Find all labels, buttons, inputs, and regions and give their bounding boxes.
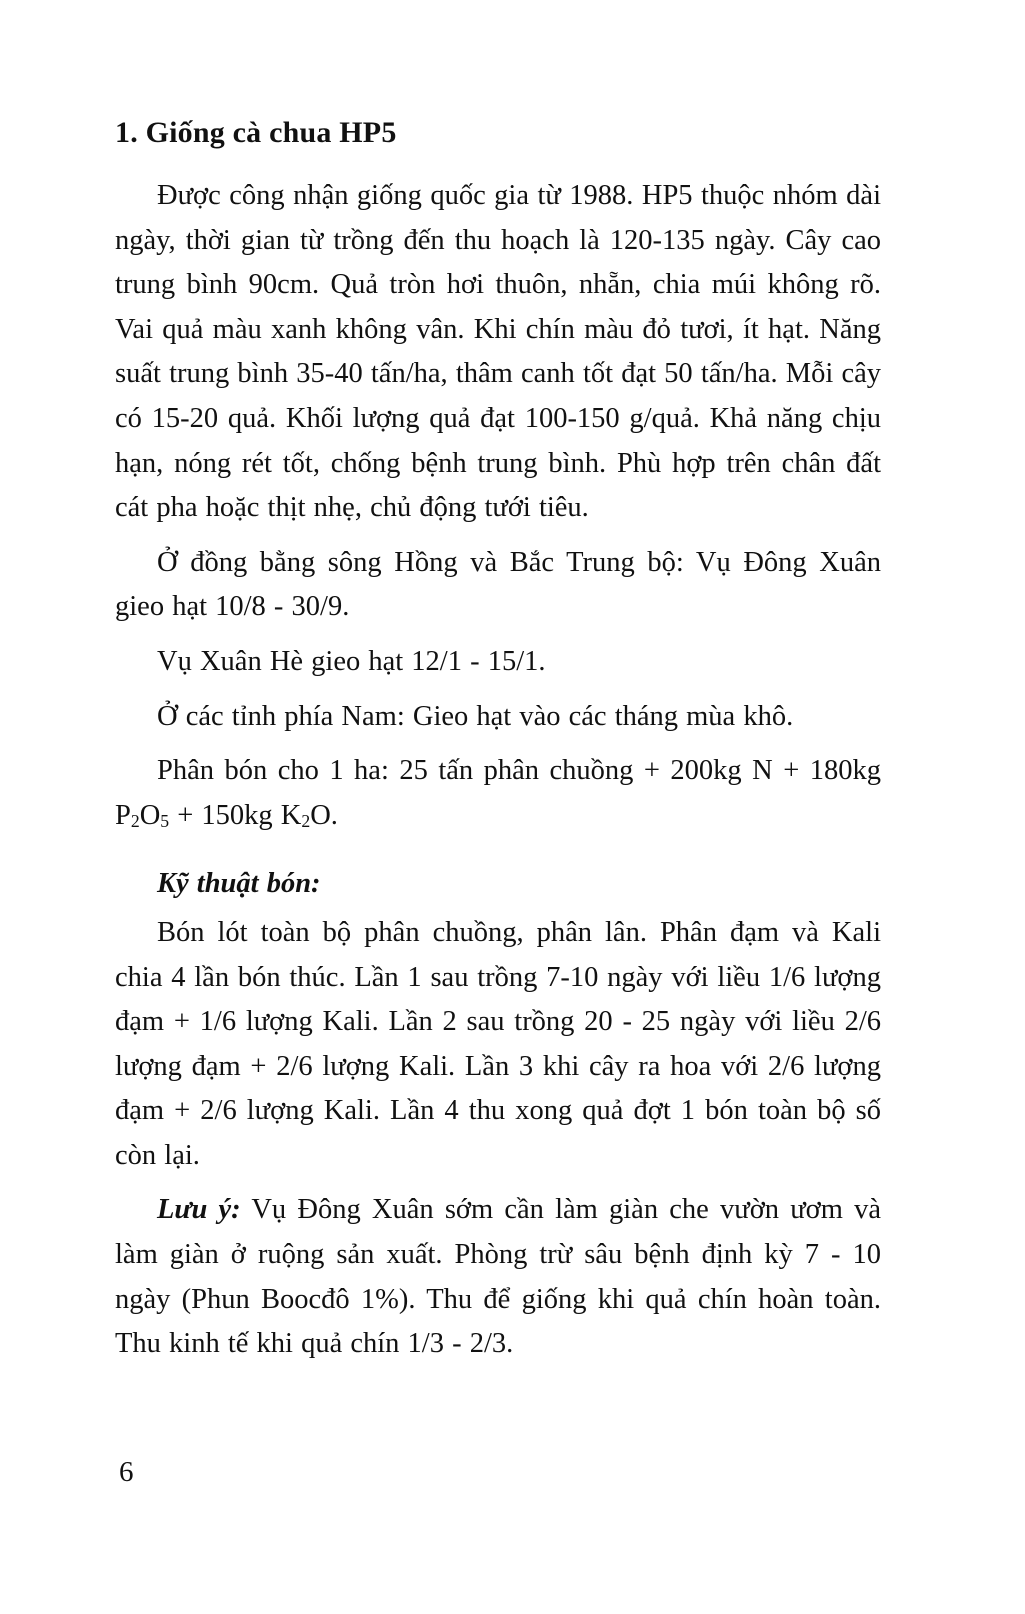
subscript-run: 5 xyxy=(160,810,170,831)
text-run: Phân bón cho 1 ha: 25 tấn phân chuồng + 200kg N + 180kg P xyxy=(115,755,881,831)
paragraph xyxy=(115,695,881,740)
paragraph xyxy=(115,640,881,685)
text-run: Bón lót toàn bộ phân chuồng, phân lân. Phân đạm và Kali chia 4 lần bón thúc. Lần 1 sau trồng 7-10 ngày với liều 1/6 lượng đạm + 1/6 lượng Kali. Lần 2 sau trồng 20 - 25 ngày với liều 2/6 lượng đạm + 2/6 lượng Kali. Lần 3 khi cây ra hoa với 2/6 lượng đạm + 2/6 lượng Kali. Lần 4 thu xong quả đợt 1 bón toàn bộ số còn lại. xyxy=(115,916,881,1171)
paragraph xyxy=(115,911,881,1179)
page-title: 1. Giống cà chua HP5 xyxy=(115,116,397,149)
emphasis-run: Kỹ thuật bón: xyxy=(157,868,321,900)
subscript-run: 2 xyxy=(130,810,140,831)
text-run: + 150kg K xyxy=(169,799,302,831)
emphasis-run: Lưu ý: xyxy=(157,1194,241,1226)
text-run: O. xyxy=(310,799,338,831)
page-number: 6 xyxy=(119,1456,134,1488)
text-column xyxy=(115,112,881,1377)
text-run: Vụ Đông Xuân sớm cần làm giàn che vườn ươm và làm giàn ở ruộng sản xuất. Phòng trừ sâu bệnh định kỳ 7 - 10 ngày (Phun Boocđô 1%). Thu để giống khi quả chín hoàn toàn. Thu kinh tế khi quả chín 1/3 - 2/3. xyxy=(115,1194,881,1360)
paragraph xyxy=(115,174,881,531)
section-heading xyxy=(115,862,881,907)
text-run: Được công nhận giống quốc gia từ 1988. HP5 thuộc nhóm dài ngày, thời gian từ trồng đến thu hoạch là 120-135 ngày. Cây cao trung bình 90cm. Quả tròn hơi thuôn, nhẵn, chia múi không rõ. Vai quả màu xanh không vân. Khi chín màu đỏ tươi, ít hạt. Năng suất trung bình 35-40 tấn/ha, thâm canh tốt đạt 50 tấn/ha. Mỗi cây có 15-20 quả. Khối lượng quả đạt 100-150 g/quả. Khả năng chịu hạn, nóng rét tốt, chống bệnh trung bình. Phù hợp trên chân đất cát pha hoặc thịt nhẹ, chủ động tưới tiêu. xyxy=(115,180,881,524)
paragraph xyxy=(115,749,881,838)
subscript-run: 2 xyxy=(301,810,311,831)
text-run: Vụ Xuân Hè gieo hạt 12/1 - 15/1. xyxy=(157,645,546,677)
text-run: Ở đồng bằng sông Hồng và Bắc Trung bộ: Vụ Đông Xuân gieo hạt 10/8 - 30/9. xyxy=(115,546,881,623)
paragraph xyxy=(115,541,881,630)
paragraph xyxy=(115,1188,881,1366)
page-body xyxy=(115,174,881,1367)
text-run: O xyxy=(139,799,161,831)
text-run: Ở các tỉnh phía Nam: Gieo hạt vào các tháng mùa khô. xyxy=(157,700,794,732)
